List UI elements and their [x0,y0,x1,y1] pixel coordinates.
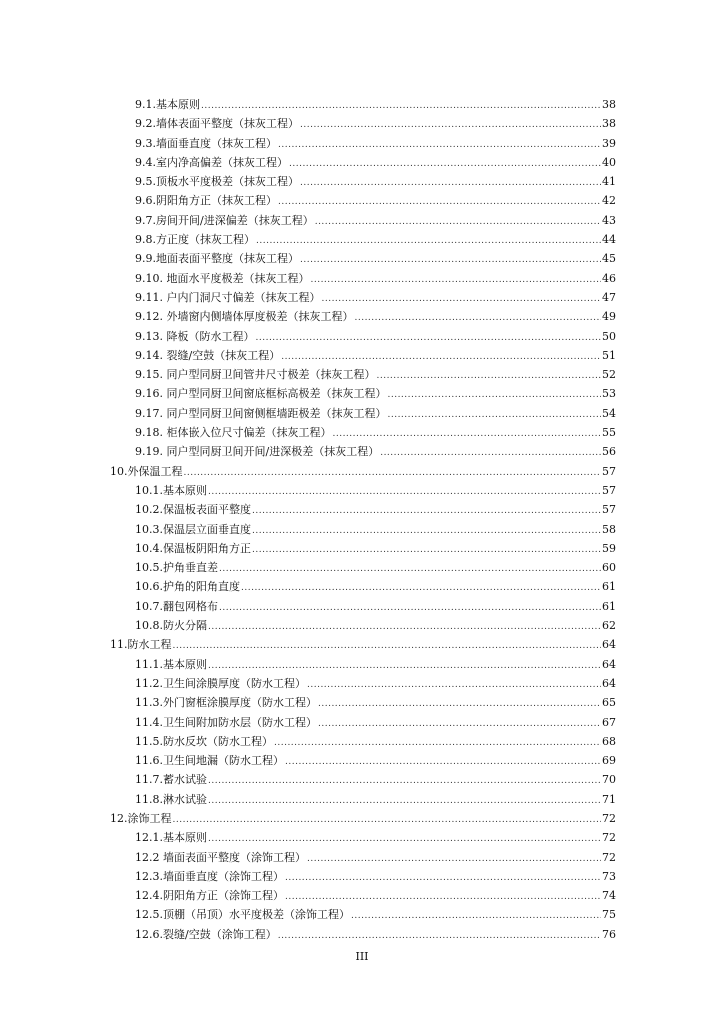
toc-dot-leader [219,560,601,579]
toc-entry-page-number: 38 [602,117,616,131]
toc-dot-leader [300,174,601,193]
toc-dot-leader [252,522,601,541]
toc-entry-page-number: 44 [602,233,616,247]
toc-section-entry[interactable] [110,269,616,288]
toc-chapter-entry[interactable] [110,635,616,654]
toc-dot-leader [289,155,601,174]
toc-dot-leader [173,637,602,656]
toc-section-entry[interactable] [110,114,616,133]
toc-dot-leader [208,772,601,791]
toc-entry-page-number: 57 [602,483,616,497]
toc-section-entry[interactable] [110,404,616,423]
toc-entry-page-number: 72 [602,831,616,845]
toc-section-entry[interactable] [110,848,616,867]
toc-entry-page-number: 57 [602,464,616,478]
toc-dot-leader [321,290,601,309]
toc-section-entry[interactable] [110,307,616,326]
toc-section-entry[interactable] [110,558,616,577]
toc-dot-leader [380,444,601,463]
toc-section-entry[interactable] [110,481,616,500]
toc-section-entry[interactable] [110,134,616,153]
toc-entry-label: 12.2 墙面表面平整度（涂饰工程） [135,850,306,864]
toc-section-entry[interactable] [110,539,616,558]
table-of-contents [110,95,616,944]
toc-section-entry[interactable] [110,713,616,732]
toc-section-entry[interactable] [110,751,616,770]
toc-dot-leader [315,213,601,232]
toc-section-entry[interactable] [110,732,616,751]
toc-entry-label: 9.14. 裂缝/空鼓（抹灰工程） [135,348,281,362]
toc-section-entry[interactable] [110,577,616,596]
toc-section-entry[interactable] [110,616,616,635]
toc-entry-page-number: 59 [602,541,616,555]
toc-entry-label: 11.8.淋水试验 [135,792,207,806]
toc-entry-page-number: 69 [602,754,616,768]
toc-entry-page-number: 45 [602,252,616,266]
toc-entry-page-number: 75 [602,908,616,922]
toc-dot-leader [351,907,601,926]
toc-entry-label: 11.7.蓄水试验 [135,773,207,787]
toc-section-entry[interactable] [110,211,616,230]
toc-entry-label: 9.2.墙体表面平整度（抹灰工程） [135,117,299,131]
toc-entry-page-number: 64 [602,676,616,690]
toc-entry-page-number: 49 [602,310,616,324]
toc-entry-page-number: 72 [602,850,616,864]
toc-entry-label: 11.3.外门窗框涂膜厚度（防水工程） [135,696,317,710]
toc-entry-label: 9.6.阴阳角方正（抹灰工程） [135,194,277,208]
toc-entry-label: 11.2.卫生间涂膜厚度（防水工程） [135,676,306,690]
toc-dot-leader [252,541,601,560]
toc-entry-label: 9.4.室内净高偏差（抹灰工程） [135,155,288,169]
toc-entry-page-number: 39 [602,136,616,150]
toc-entry-page-number: 56 [602,445,616,459]
toc-chapter-entry[interactable] [110,462,616,481]
toc-dot-leader [278,193,601,212]
toc-entry-label: 9.1.基本原则 [135,98,200,111]
toc-entry-page-number: 70 [602,773,616,787]
toc-section-entry[interactable] [110,384,616,403]
toc-dot-leader [219,599,601,618]
toc-entry-page-number: 76 [602,927,616,941]
toc-entry-label: 12.涂饰工程 [110,811,172,825]
toc-section-entry[interactable] [110,153,616,172]
toc-dot-leader [208,483,601,502]
toc-entry-page-number: 74 [602,889,616,903]
toc-section-entry[interactable] [110,790,616,809]
toc-entry-label: 10.7.翻包网格布 [135,599,218,613]
toc-entry-label: 9.8.方正度（抹灰工程） [135,233,255,247]
toc-dot-leader [241,579,601,598]
toc-entry-label: 9.3.墙面垂直度（抹灰工程） [135,136,277,150]
toc-entry-page-number: 71 [602,792,616,806]
toc-section-entry[interactable] [110,346,616,365]
toc-entry-label: 9.17. 同户型同厨卫间窗侧框墙距极差（抹灰工程） [135,406,387,420]
toc-dot-leader [278,927,601,946]
toc-section-entry[interactable] [110,867,616,886]
toc-entry-label: 9.9.地面表面平整度（抹灰工程） [135,252,299,266]
toc-dot-leader [173,811,602,830]
toc-entry-label: 9.13. 降板（防水工程） [135,329,255,343]
page-number: III [355,950,369,963]
toc-dot-leader [285,869,601,888]
toc-entry-label: 10.1.基本原则 [135,483,207,497]
toc-entry-page-number: 67 [602,715,616,729]
toc-entry-page-number: 68 [602,734,616,748]
toc-dot-leader [318,695,601,714]
toc-entry-page-number: 65 [602,696,616,710]
toc-entry-label: 10.5.护角垂直差 [135,561,218,575]
toc-dot-leader [252,502,601,521]
toc-section-entry[interactable] [110,693,616,712]
toc-entry-label: 10.8.防火分隔 [135,619,207,633]
toc-entry-page-number: 60 [602,561,616,575]
toc-entry-label: 12.3.墙面垂直度（涂饰工程） [135,869,284,883]
toc-dot-leader [208,792,601,811]
toc-entry-label: 11.4.卫生间附加防水层（防水工程） [135,715,317,729]
toc-entry-label: 9.5.顶板水平度极差（抹灰工程） [135,175,299,189]
toc-entry-page-number: 61 [602,580,616,594]
toc-entry-page-number: 52 [602,368,616,382]
toc-entry-label: 11.5.防水反坎（防水工程） [135,734,273,748]
toc-section-entry[interactable] [110,172,616,191]
toc-entry-label: 9.15. 同户型同厨卫间管井尺寸极差（抹灰工程） [135,368,376,382]
toc-entry-label: 9.7.房间开间/进深偏差（抹灰工程） [135,213,314,227]
toc-entry-label: 9.16. 同户型同厨卫间窗底框标高极差（抹灰工程） [135,387,387,401]
toc-entry-label: 11.6.卫生间地漏（防水工程） [135,754,284,768]
toc-dot-leader [318,715,601,734]
toc-section-entry[interactable] [110,674,616,693]
toc-entry-label: 12.6.裂缝/空鼓（涂饰工程） [135,927,277,941]
toc-entry-label: 10.外保温工程 [110,464,183,478]
toc-entry-label: 9.10. 地面水平度极差（抹灰工程） [135,271,310,285]
toc-entry-page-number: 50 [602,329,616,343]
toc-section-entry[interactable] [110,886,616,905]
toc-section-entry[interactable] [110,597,616,616]
toc-section-entry[interactable] [110,655,616,674]
toc-section-entry[interactable] [110,365,616,384]
toc-entry-page-number: 47 [602,290,616,304]
toc-entry-page-number: 64 [602,657,616,671]
toc-dot-leader [300,116,601,135]
toc-section-entry[interactable] [110,500,616,519]
toc-section-entry[interactable] [110,442,616,461]
toc-entry-page-number: 64 [602,638,616,652]
toc-entry-page-number: 40 [602,155,616,169]
toc-section-entry[interactable] [110,520,616,539]
toc-dot-leader [184,464,602,483]
toc-entry-page-number: 73 [602,869,616,883]
toc-dot-leader [256,232,601,251]
toc-entry-label: 9.11. 户内门洞尺寸偏差（抹灰工程） [135,290,321,304]
toc-dot-leader [285,753,601,772]
toc-entry-label: 10.4.保温板阴阳角方正 [135,541,251,555]
toc-entry-page-number: 58 [602,522,616,536]
toc-entry-page-number: 54 [602,406,616,420]
toc-entry-label: 10.3.保温层立面垂直度 [135,522,251,536]
toc-entry-page-number: 72 [602,811,616,825]
toc-dot-leader [300,251,601,270]
toc-entry-label: 9.12. 外墙窗内侧墙体厚度极差（抹灰工程） [135,310,354,324]
toc-dot-leader [354,309,601,328]
toc-dot-leader [307,850,601,869]
toc-section-entry[interactable] [110,423,616,442]
toc-entry-label: 9.18. 柜体嵌入位尺寸偏差（抹灰工程） [135,426,332,440]
toc-entry-page-number: 57 [602,503,616,517]
toc-dot-leader [274,734,601,753]
toc-section-entry[interactable] [110,770,616,789]
toc-section-entry[interactable] [110,95,616,114]
toc-dot-leader [208,618,601,637]
toc-dot-leader [307,676,601,695]
toc-entry-label: 9.19. 同户型同厨卫间开间/进深极差（抹灰工程） [135,445,380,459]
toc-entry-page-number: 55 [602,426,616,440]
toc-dot-leader [310,271,601,290]
toc-section-entry[interactable] [110,230,616,249]
toc-entry-page-number: 53 [602,387,616,401]
toc-dot-leader [387,386,601,405]
toc-entry-page-number: 62 [602,619,616,633]
toc-entry-page-number: 46 [602,271,616,285]
toc-entry-label: 12.4.阴阳角方正（涂饰工程） [135,889,284,903]
toc-dot-leader [376,367,601,386]
toc-chapter-entry[interactable] [110,809,616,828]
toc-section-entry[interactable] [110,288,616,307]
toc-entry-label: 11.防水工程 [110,638,172,652]
toc-entry-label: 12.1.基本原则 [135,831,207,845]
toc-entry-page-number: 38 [602,98,616,111]
toc-entry-label: 12.5.顶棚（吊顶）水平度极差（涂饰工程） [135,908,350,922]
toc-entry-page-number: 43 [602,213,616,227]
toc-section-entry[interactable] [110,925,616,944]
toc-section-entry[interactable] [110,191,616,210]
toc-section-entry[interactable] [110,249,616,268]
toc-entry-page-number: 51 [602,348,616,362]
toc-section-entry[interactable] [110,828,616,847]
toc-dot-leader [256,329,602,348]
toc-entry-label: 11.1.基本原则 [135,657,207,671]
toc-dot-leader [387,406,601,425]
toc-entry-label: 10.6.护角的阳角直度 [135,580,240,594]
toc-dot-leader [278,136,601,155]
toc-section-entry[interactable] [110,905,616,924]
toc-entry-page-number: 42 [602,194,616,208]
toc-entry-page-number: 61 [602,599,616,613]
toc-entry-label: 10.2.保温板表面平整度 [135,503,251,517]
toc-entry-page-number: 41 [602,175,616,189]
toc-section-entry[interactable] [110,327,616,346]
